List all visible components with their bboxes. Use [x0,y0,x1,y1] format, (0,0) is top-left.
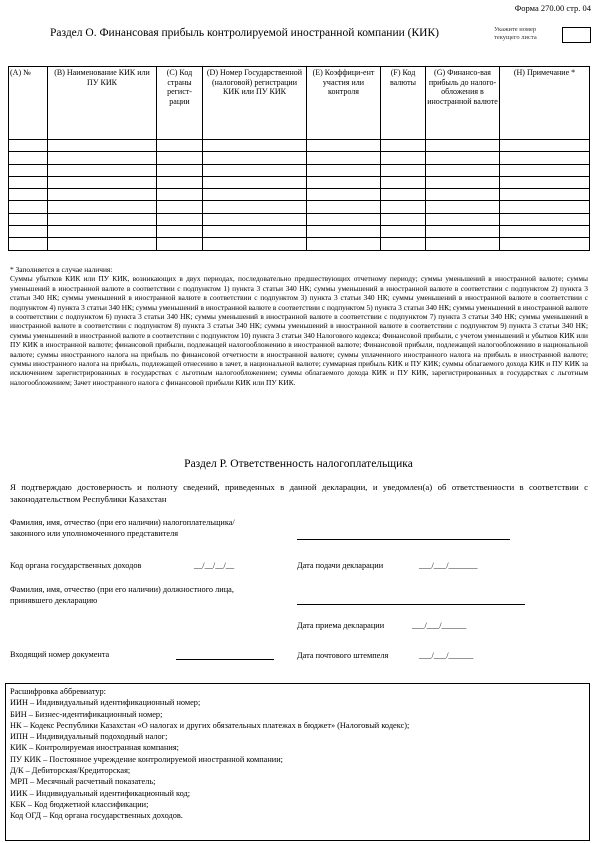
column-header: (C) Код страны регист-рации [157,67,203,140]
table-cell[interactable] [9,189,48,201]
table-cell[interactable] [426,152,500,164]
section-p-title: Раздел Р. Ответственность налогоплательщика [184,458,413,470]
abbreviation-item: КИК – Контролируемая иностранная компания; [10,743,179,753]
table-cell[interactable] [157,152,203,164]
footnote-title: * Заполняется в случае наличия: [10,265,113,274]
footnote [10,265,588,387]
table-cell[interactable] [381,201,426,213]
kik-profit-table [8,66,590,251]
org-code-label: Код органа государственных доходов [10,561,142,570]
table-header-row [9,67,590,140]
table-cell[interactable] [157,226,203,238]
submit-date-field[interactable]: ___/___/_______ [419,561,478,570]
table-cell[interactable] [426,238,500,250]
table-cell[interactable] [426,140,500,152]
table-cell[interactable] [500,152,590,164]
table-cell[interactable] [48,226,157,238]
table-cell[interactable] [500,176,590,188]
column-header: (E) Коэффици-ент участия или контроля [307,67,381,140]
table-cell[interactable] [426,176,500,188]
abbreviations-title: Расшифровка аббревиатур: [10,687,106,696]
table-cell[interactable] [307,164,381,176]
table-cell[interactable] [381,176,426,188]
table-cell[interactable] [157,238,203,250]
abbreviation-item: МРП – Месячный расчетный показатель; [10,777,156,787]
table-cell[interactable] [48,201,157,213]
table-cell[interactable] [203,226,307,238]
table-cell[interactable] [48,164,157,176]
table-cell[interactable] [48,140,157,152]
table-row [9,176,590,188]
table-row [9,201,590,213]
fio-taxpayer-label: Фамилия, имя, отчество (при его наличии) налогоплательщика/законного или уполномоченного представителя [10,518,235,538]
table-cell[interactable] [307,226,381,238]
table-cell[interactable] [381,238,426,250]
table-cell[interactable] [426,201,500,213]
table-cell[interactable] [381,140,426,152]
table-row [9,164,590,176]
fio-official-label: Фамилия, имя, отчество (при его наличии) должностного лица, принявшего декларацию [10,585,234,605]
table-row [9,140,590,152]
table-cell[interactable] [500,238,590,250]
table-cell[interactable] [381,213,426,225]
postmark-date-field[interactable]: ___/___/______ [419,651,474,660]
column-header: (D) Номер Государственной (налоговой) регистрации КИК или ПУ КИК [203,67,307,140]
column-header: (F) Код валюты [381,67,426,140]
submit-date-label: Дата подачи декларации [297,561,384,570]
abbreviation-item: БИН – Бизнес-идентификационный номер; [10,709,163,719]
postmark-date-label: Дата почтового штемпеля [297,651,389,660]
table-cell[interactable] [9,226,48,238]
section-o-title: Раздел О. Финансовая прибыль контролируемой иностранной компании (КИК) [50,27,439,39]
table-cell[interactable] [381,226,426,238]
abbreviation-item: НК – Кодекс Республики Казахстан «О налогах и других обязательных платежах в бюджет» (Налоговый кодекс); [10,720,410,730]
abbreviation-item: Д/К – Дебиторская/Кредиторская; [10,766,131,776]
table-cell[interactable] [500,140,590,152]
table-cell[interactable] [9,213,48,225]
column-header: (H) Примечание * [500,67,590,140]
table-row [9,213,590,225]
table-cell[interactable] [48,152,157,164]
table-cell[interactable] [203,164,307,176]
table-cell[interactable] [500,213,590,225]
table-cell[interactable] [307,176,381,188]
table-cell[interactable] [157,164,203,176]
table-cell[interactable] [307,152,381,164]
table-cell[interactable] [307,213,381,225]
table-cell[interactable] [307,189,381,201]
abbreviation-item: Код ОГД – Код органа государственных доходов. [10,811,183,821]
table-cell[interactable] [48,213,157,225]
table-cell[interactable] [381,189,426,201]
table-cell[interactable] [157,189,203,201]
table-cell[interactable] [9,176,48,188]
table-cell[interactable] [48,238,157,250]
table-cell[interactable] [203,140,307,152]
table-cell[interactable] [157,201,203,213]
table-cell[interactable] [500,164,590,176]
table-cell[interactable] [307,201,381,213]
column-header: (A) № [9,67,48,140]
table-row [9,152,590,164]
abbreviation-item: ПУ КИК – Постоянное учреждение контролируемой иностранной компании; [10,754,283,764]
abbreviation-item: ИИК – Индивидуальный идентификационный код; [10,788,191,798]
confirmation-statement: Я подтверждаю достоверность и полноту сведений, приведенных в данной декларации, и уведомлен(а) об ответственности в соответствии с законодательством Республики Казахстан [10,482,588,504]
table-cell[interactable] [203,152,307,164]
abbreviations-list [10,686,409,822]
accept-date-label: Дата приема декларации [297,621,385,630]
table-cell[interactable] [500,201,590,213]
incoming-number-label: Входящий номер документа [10,650,110,659]
abbreviation-item: ИИН – Индивидуальный идентификационный номер; [10,698,201,708]
incoming-number-field[interactable] [176,659,274,660]
table-cell[interactable] [157,176,203,188]
table-row [9,238,590,250]
table-cell[interactable] [203,213,307,225]
table-cell[interactable] [48,189,157,201]
fio-taxpayer-field[interactable] [297,539,510,540]
table-row [9,189,590,201]
table-cell[interactable] [500,226,590,238]
table-cell[interactable] [9,238,48,250]
sheet-number-hint: Укажите номер текущего листа [494,26,537,41]
sheet-number-field[interactable] [562,27,591,43]
abbreviation-item: КБК – Код бюджетной классификации; [10,799,149,809]
table-cell[interactable] [9,164,48,176]
table-cell[interactable] [381,164,426,176]
table-cell[interactable] [203,189,307,201]
column-header: (B) Наименование КИК или ПУ КИК [48,67,157,140]
footnote-text: Суммы убытков КИК или ПУ КИК, возникающих в двух периодах, последовательно предшествующих отчетному периоду; суммы уменьшений в иностранной валюте; суммы уменьшений в иностранной валюте в соответствии с подпунктом 1) пункта 3 статьи 340 НК; суммы уменьшений в иностранной валюте в соответствии с подпунктом 2) пункта 3 статьи 340 НК; суммы уменьшений в иностранной валюте в соответствии с подпунктом 3) пункта 3 статьи 340 НК; суммы уменьшений в иностранной валюте в соответствии с подпунктом 4) пункта 3 статьи 340 НК; суммы уменьшений в иностранной валюте в соответствии с подпунктом 5) пункта 3 статьи 340 НК; суммы уменьшений в иностранной валюте в соответствии с подпунктом 6) пункта 3 статьи 340 НК; суммы уменьшений в иностранной валюте в соответствии с подпунктом 7) пункта 3 статьи 340 НК; суммы уменьшений в иностранной валюте в соответствии с подпунктом 8) пункта 3 статьи 340 НК; суммы уменьшений в иностранной валюте в соответствии с подпунктом 9) пункта 3 статьи 340 НК; суммы уменьшений в иностранной валюте в соответствии с подпунктом 10) пункта 3 статьи 340 Налогового кодекса; Финансовой прибыли, с учетом уменьшений и убытков КИК или ПУ КИК в иностранной валюте; финансовой прибыли, подлежащей налогообложению в иностранной валюте; Финансовой прибыли, подлежащей налогообложению в национальной валюте; суммы иностранного налога на прибыль по финансовой отчетности в иностранной валюте; суммы уплаченного иностранного налога на прибыль в иностранной валюте; суммы иностранного налога на прибыль, подлежащей отнесению в зачет, в национальной валюте; суммарная прибыль КИК и ПУ КИК; суммы облагаемого дохода КИК и ПУ КИК за исключением зарегистрированных в государствах с льготным налогообложением; суммы облагаемого дохода КИК и ПУ КИК, зарегистрированных в государствах с льготным налогообложением; Зачет иностранного налога с финансовой прибыли КИК или ПУ КИК. [10,274,588,387]
table-cell[interactable] [9,152,48,164]
table-cell[interactable] [500,189,590,201]
abbreviation-item: ИПН – Индивидуальный подоходный налог; [10,732,168,742]
table-cell[interactable] [48,176,157,188]
fio-official-field[interactable] [297,604,525,605]
table-cell[interactable] [203,176,307,188]
table-cell[interactable] [307,140,381,152]
table-cell[interactable] [203,238,307,250]
table-cell[interactable] [157,213,203,225]
table-cell[interactable] [381,152,426,164]
table-cell[interactable] [426,226,500,238]
table-cell[interactable] [157,140,203,152]
table-cell[interactable] [9,201,48,213]
table-cell[interactable] [426,189,500,201]
column-header: (G) Финансо-вая прибыль до налого-обложения в иностранной валюте [426,67,500,140]
org-code-field[interactable]: __/__/__/__ [194,561,235,570]
table-cell[interactable] [203,201,307,213]
table-row [9,226,590,238]
table-cell[interactable] [9,140,48,152]
table-cell[interactable] [307,238,381,250]
table-cell[interactable] [426,213,500,225]
form-number: Форма 270.00 стр. 04 [514,3,591,13]
table-cell[interactable] [426,164,500,176]
accept-date-field[interactable]: ___/___/______ [412,621,467,630]
